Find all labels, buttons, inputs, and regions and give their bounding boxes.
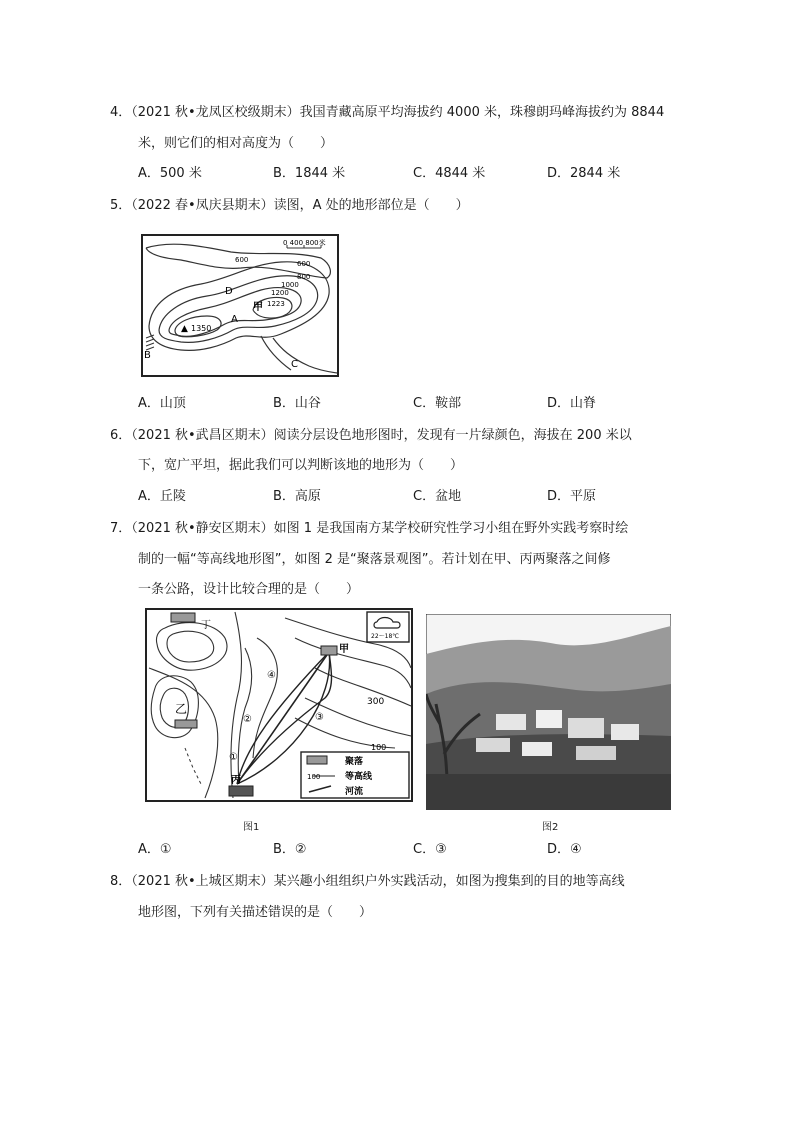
q6-option-a[interactable]: A．丘陵 xyxy=(138,489,186,504)
q4-option-c[interactable]: C．4844 米 xyxy=(413,166,486,181)
q7-fig1-settlement-jia: 甲 xyxy=(339,644,349,655)
q5-contour-map xyxy=(141,234,339,377)
q7-fig1-settlement-yi: 乙 xyxy=(175,702,188,716)
q5-option-d[interactable]: D．山脊 xyxy=(547,396,597,411)
q6-stem-line1: 6．（2021 秋•武昌区期末）阅读分层设色地形图时，发现有一片绿颜色，海拔在 200 米以 xyxy=(110,428,632,443)
q5-option-b[interactable]: B．山谷 xyxy=(273,396,321,411)
q7-fig1-weather-temp: 22～18℃ xyxy=(371,633,400,640)
q7-fig1-contour-label: 100 xyxy=(371,743,387,752)
q7-fig1-legend-river: 河流 xyxy=(345,787,364,797)
q7-stem-line2: 制的一幅“等高线地形图”，如图 2 是“聚落景观图”。若计划在甲、丙两聚落之间修 xyxy=(138,552,611,567)
q7-fig1-route-1: ① xyxy=(229,752,238,763)
q7-fig1-legend-settlement: 聚落 xyxy=(345,757,364,767)
q5-contour-label: 800 xyxy=(297,273,311,281)
q7-option-c[interactable]: C．③ xyxy=(413,842,447,857)
q7-fig1-settlement-bing: 丙 xyxy=(231,775,241,786)
q5-stem-line1: 5．（2022 春•凤庆县期末）读图，A 处的地形部位是（ ） xyxy=(110,198,469,213)
q5-peak-marker: ▲ xyxy=(181,324,188,334)
q5-peak-label: 1350 xyxy=(191,324,212,333)
q4-option-d[interactable]: D．2844 米 xyxy=(547,166,621,181)
q5-contour-label: 1000 xyxy=(281,281,299,289)
q5-contour-label: 1200 xyxy=(271,289,289,297)
q5-point-b: B xyxy=(144,350,151,361)
q8-stem-line2: 地形图，下列有关描述错误的是（ ） xyxy=(138,905,373,920)
q5-point-a: A xyxy=(231,314,238,325)
q6-option-d[interactable]: D．平原 xyxy=(547,489,597,504)
q6-option-b[interactable]: B．高原 xyxy=(273,489,321,504)
q5-peak-label: 1223 xyxy=(267,300,285,308)
q7-fig1-route-3: ③ xyxy=(315,712,324,723)
q6-stem-line2: 下，宽广平坦，据此我们可以判断该地的地形为（ ） xyxy=(138,458,464,473)
q7-option-d[interactable]: D．④ xyxy=(547,842,582,857)
q7-figure1-caption: 图1 xyxy=(243,822,260,833)
q4-stem-line1: 4．（2021 秋•龙凤区校级期末）我国青藏高原平均海拔约 4000 米，珠穆朗玛峰海拔约为 8844 xyxy=(110,105,665,120)
q7-fig1-settlement-ding: 丁 xyxy=(201,620,211,631)
q4-stem-line2: 米，则它们的相对高度为（ ） xyxy=(138,136,334,151)
q7-fig1-route-2: ② xyxy=(243,714,252,725)
q7-fig1-legend-contour: 等高线 xyxy=(345,772,373,782)
q5-option-a[interactable]: A．山顶 xyxy=(138,396,186,411)
q4-option-b[interactable]: B．1844 米 xyxy=(273,166,346,181)
q7-stem-line1: 7．（2021 秋•静安区期末）如图 1 是我国南方某学校研究性学习小组在野外实践考察时绘 xyxy=(110,521,629,536)
q7-fig1-contour-label: 300 xyxy=(367,697,385,707)
q5-point-jia: 甲 xyxy=(253,302,263,313)
q8-stem-line1: 8．（2021 秋•上城区期末）某兴趣小组组织户外实践活动，如图为搜集到的目的地等高线 xyxy=(110,874,625,889)
q5-point-c: C xyxy=(291,359,298,370)
q7-fig1-legend-contour-value: 100 xyxy=(307,773,321,781)
q5-contour-label: 600 xyxy=(297,260,311,268)
q4-option-a[interactable]: A．500 米 xyxy=(138,166,202,181)
q7-figure1-contour-map xyxy=(145,608,413,802)
q7-figure2-caption: 图2 xyxy=(542,822,559,833)
q7-fig1-route-4: ④ xyxy=(267,670,276,681)
q5-contour-label: 600 xyxy=(235,256,249,264)
q7-figure2-settlement-photo xyxy=(426,614,671,810)
q7-stem-line3: 一条公路，设计比较合理的是（ ） xyxy=(138,582,360,597)
q7-option-b[interactable]: B．② xyxy=(273,842,307,857)
q6-option-c[interactable]: C．盆地 xyxy=(413,489,462,504)
q5-point-d: D xyxy=(225,286,233,297)
q7-option-a[interactable]: A．① xyxy=(138,842,172,857)
q5-scale-label: 0 400 800米 xyxy=(283,239,326,247)
q5-option-c[interactable]: C．鞍部 xyxy=(413,396,462,411)
